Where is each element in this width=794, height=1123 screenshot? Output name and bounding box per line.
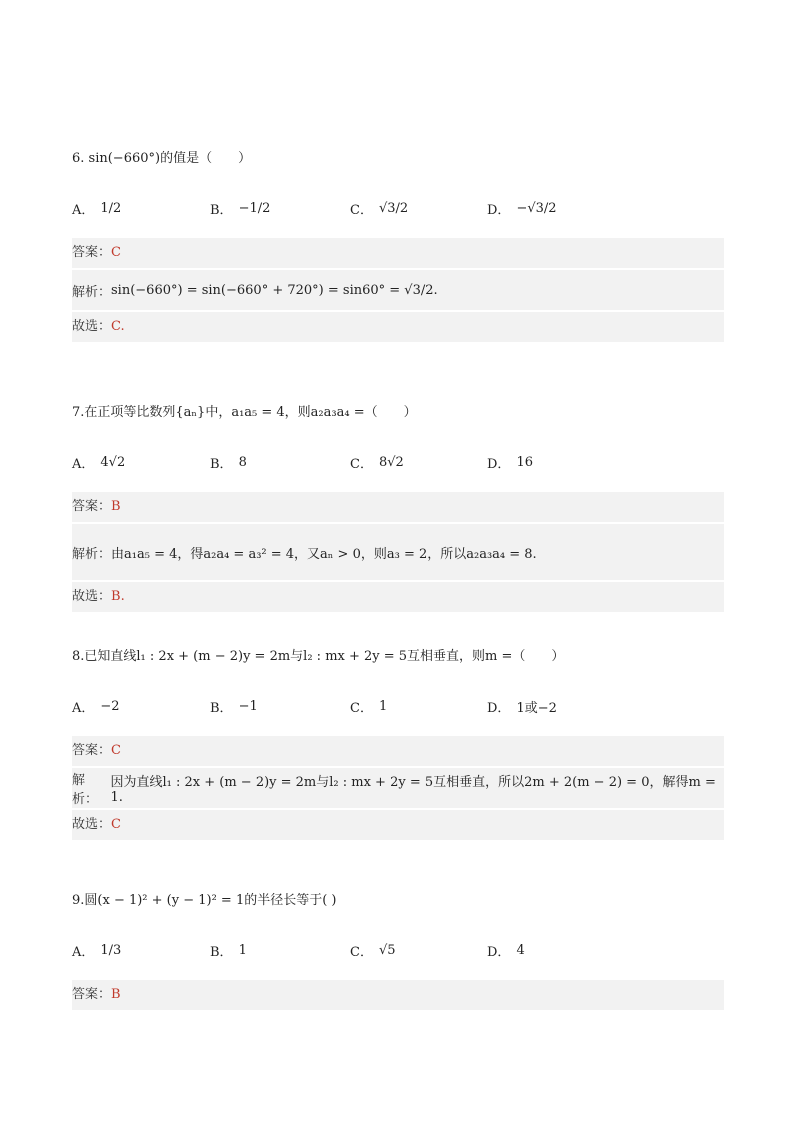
option-value: 1/3: [100, 942, 122, 958]
option-value: 1/2: [100, 200, 122, 216]
option-a[interactable]: [72, 686, 120, 726]
pick-row: [72, 582, 724, 612]
question-7: [72, 400, 724, 612]
option-value: 4√2: [100, 454, 126, 470]
option-letter: A．: [72, 202, 95, 218]
explanation-text: sin(−660°) = sin(−660° + 720°) = sin60° = √3/2.: [111, 282, 438, 298]
option-value: 16: [516, 454, 533, 470]
option-value: √5: [378, 942, 396, 958]
answer-label: 答案：: [72, 743, 112, 758]
option-value: 1: [238, 942, 247, 958]
option-letter: C．: [350, 456, 373, 472]
question-9: [72, 888, 724, 1010]
option-a[interactable]: [72, 930, 121, 970]
answer-label: 答案：: [72, 499, 112, 514]
option-b[interactable]: [210, 930, 247, 970]
option-letter: D．: [487, 456, 511, 472]
option-value: 1或−2: [516, 700, 557, 716]
options-row: [72, 686, 724, 726]
option-letter: B．: [210, 700, 233, 716]
pick-value: C.: [111, 319, 125, 334]
answer-label: 答案：: [72, 987, 112, 1002]
options-row: [72, 188, 724, 228]
answer-block: [72, 980, 724, 1010]
explanation-row: [72, 522, 724, 582]
option-value: −√3/2: [516, 200, 557, 216]
pick-row: [72, 312, 724, 342]
question-stem: 8.已知直线l₁ : 2x + (m − 2)y = 2m与l₂ : mx + 2y = 5互相垂直，则m =（ ）: [72, 649, 565, 664]
explanation-label: 解析：: [72, 773, 99, 807]
pick-label: 故选：: [72, 817, 112, 832]
pick-label: 故选：: [72, 589, 112, 604]
option-value: 8: [238, 454, 247, 470]
explanation-row: [72, 268, 724, 312]
option-d[interactable]: [487, 686, 557, 726]
pick-value: C: [111, 817, 121, 832]
option-letter: A．: [72, 700, 95, 716]
explanation-label: 解析：: [72, 546, 112, 562]
option-letter: B．: [210, 944, 233, 960]
question-stem: 7.在正项等比数列{aₙ}中，a₁a₅ = 4，则a₂a₃a₄ =（ ）: [72, 405, 417, 420]
option-letter: A．: [72, 944, 95, 960]
explanation-row: [72, 766, 724, 810]
answer-block: [72, 238, 724, 342]
answer-row: [72, 492, 724, 522]
pick-row: [72, 810, 724, 840]
option-b[interactable]: [210, 188, 270, 228]
option-a[interactable]: [72, 442, 125, 482]
option-b[interactable]: [210, 686, 258, 726]
options-row: [72, 930, 724, 970]
explanation-text: 因为直线l₁ : 2x + (m − 2)y = 2m与l₂ : mx + 2y = 5互相垂直，所以2m + 2(m − 2) = 0，解得m = 1.: [110, 775, 716, 805]
option-d[interactable]: [487, 188, 557, 228]
option-letter: C．: [350, 700, 373, 716]
question-stem: 6. sin(−660°)的值是（ ）: [72, 151, 252, 166]
answer-value: C: [111, 743, 121, 758]
option-letter: D．: [487, 202, 511, 218]
pick-label: 故选：: [72, 319, 112, 334]
explanation-text: 由a₁a₅ = 4，得a₂a₄ = a₃² = 4，又aₙ > 0，则a₃ = 2，所以a₂a₃a₄ = 8.: [111, 546, 537, 562]
option-letter: C．: [350, 202, 373, 218]
answer-value: B: [111, 499, 121, 514]
option-d[interactable]: [487, 930, 525, 970]
answer-row: [72, 980, 724, 1010]
option-letter: D．: [487, 700, 511, 716]
option-value: 1: [378, 698, 388, 714]
option-c[interactable]: [350, 686, 387, 726]
options-row: [72, 442, 724, 482]
option-c[interactable]: [350, 188, 408, 228]
option-b[interactable]: [210, 442, 247, 482]
answer-block: [72, 492, 724, 612]
option-value: −2: [100, 698, 120, 714]
option-letter: D．: [487, 944, 511, 960]
pick-value: B.: [111, 589, 125, 604]
answer-row: [72, 238, 724, 268]
question-stem: 9.圆(x − 1)² + (y − 1)² = 1的半径长等于( ): [72, 893, 337, 908]
option-d[interactable]: [487, 442, 533, 482]
option-c[interactable]: [350, 930, 396, 970]
answer-row: [72, 736, 724, 766]
question-8: [72, 644, 724, 840]
explanation-label: 解析：: [72, 284, 112, 300]
option-letter: B．: [210, 456, 233, 472]
option-value: 4: [516, 942, 525, 958]
option-value: −1: [238, 698, 258, 714]
option-letter: A．: [72, 456, 95, 472]
option-letter: C．: [350, 944, 373, 960]
option-letter: B．: [210, 202, 233, 218]
option-a[interactable]: [72, 188, 121, 228]
answer-block: [72, 736, 724, 840]
option-value: √3/2: [378, 200, 409, 216]
answer-value: C: [111, 245, 121, 260]
answer-label: 答案：: [72, 245, 112, 260]
option-c[interactable]: [350, 442, 404, 482]
option-value: 8√2: [378, 454, 404, 470]
answer-value: B: [111, 987, 121, 1002]
question-6: [72, 146, 724, 342]
option-value: −1/2: [238, 200, 271, 216]
